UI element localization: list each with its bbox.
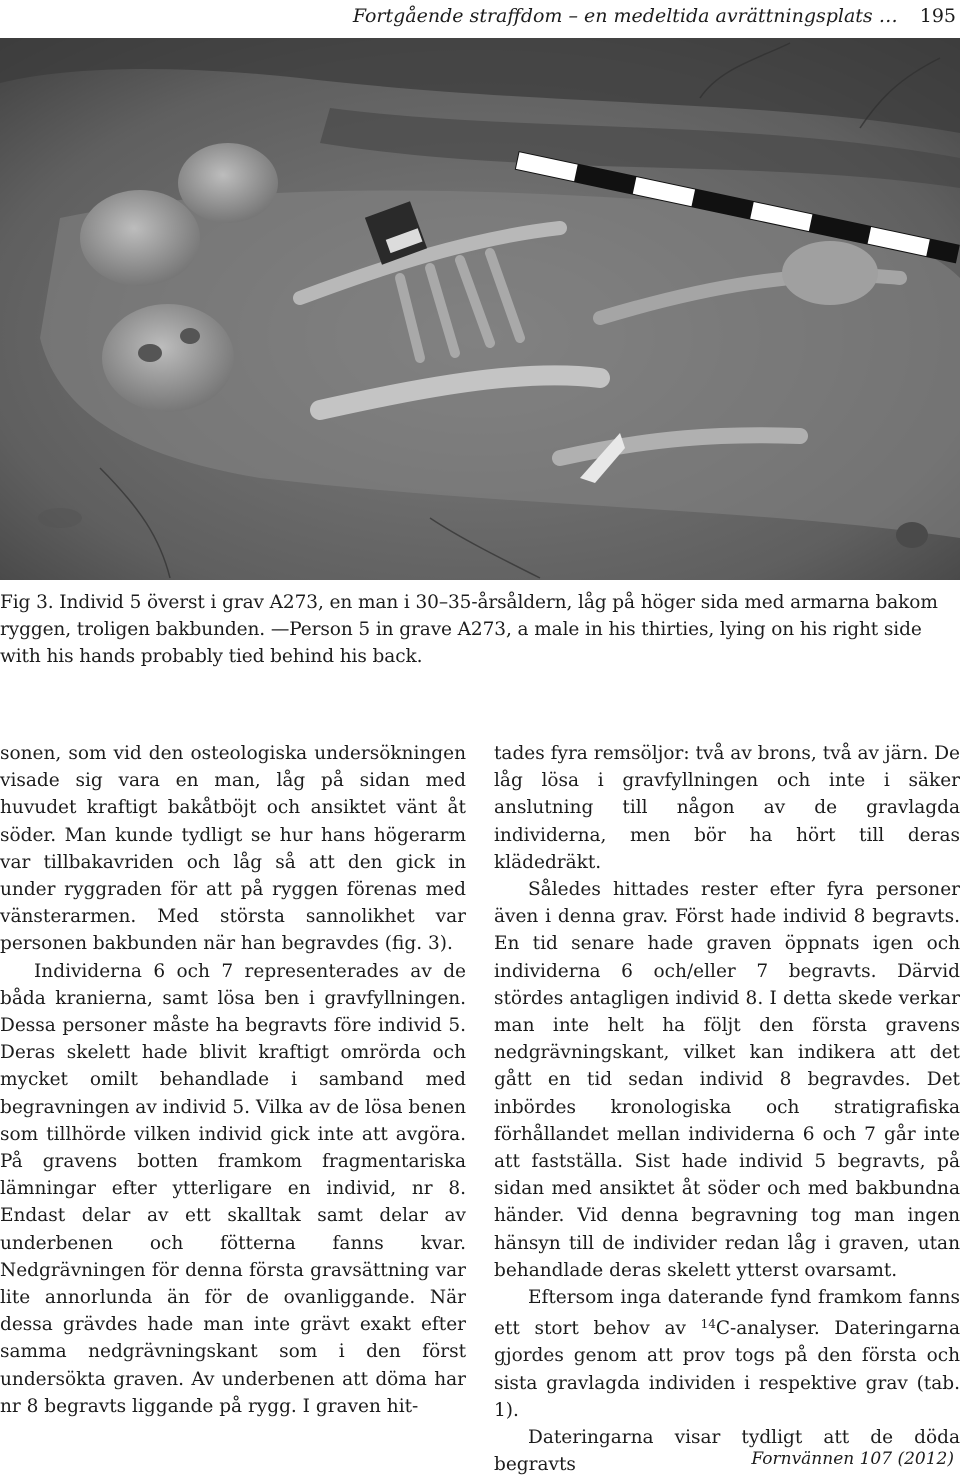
page-number: 195 bbox=[919, 5, 956, 27]
right-column bbox=[494, 740, 960, 1478]
skeleton-grave-image bbox=[0, 38, 960, 580]
left-column bbox=[0, 740, 466, 1420]
right-paragraph-2: Således hittades rester efter fyra personer även i denna grav. Först hade individ 8 begravts. En tid senare hade graven öppnats igen och individerna 6 och/eller 7 begravts. Därvid stördes antagligen individ 8. I detta skede verkar man inte helt ha följt den första gravens nedgrävningskant, vilket kan indikera att det gått en tid sedan individ 8 begravdes. Det inbördes kronologiska och stratigrafiska förhållandet mellan individerna 6 och 7 går inte att fastställa. Sist hade individ 5 begravts, på sidan med ansiktet åt söder och med bakbundna händer. Vid denna begravning tog man ingen hänsyn till de individer redan låg i graven, utan behandlade deras skelett ytterst ovarsamt. bbox=[494, 879, 960, 1281]
caption-swedish: Fig 3. Individ 5 överst i grav A273, en man i 30–35-årsåldern, låg på höger sida med armarna bakom ryggen, troligen bakbunden. bbox=[0, 592, 938, 640]
excavation-photo bbox=[0, 38, 960, 580]
right-paragraph-3-start: Eftersom inga daterande fynd framkom fanns ett stort behov av bbox=[494, 1287, 960, 1340]
figure-caption bbox=[0, 589, 960, 670]
running-title: Fortgående straffdom – en medeltida avrättningsplats … bbox=[352, 5, 898, 27]
right-paragraph-3 bbox=[494, 1284, 960, 1424]
superscript-14: 14 bbox=[700, 1317, 716, 1332]
caption-english: —Person 5 in grave A273, a male in his thirties, lying on his right side with his hands probably tied behind his back. bbox=[0, 619, 922, 667]
running-head bbox=[353, 2, 956, 30]
right-paragraph-1: tades fyra remsöljor: två av brons, två av järn. De låg lösa i gravfyllningen och inte i säker anslutning till någon av de gravlagda individerna, men bör ha hört till deras klädedräkt. bbox=[494, 743, 960, 873]
left-paragraph-2: Individerna 6 och 7 representerades av de båda kranierna, samt lösa ben i gravfyllningen. Dessa personer måste ha begravts före individ 5. Deras skelett hade blivit kraftigt omrörda och mycket omilt behandlade i samband med begravningen av individ 5. Vilka av de lösa benen som tillhörde vilken individ gick inte att avgöra. På gravens botten framkom fragmentariska lämningar efter ytterligare en individ, nr 8. Endast delar av ett skalltak samt delar av underbenen och fötterna fanns kvar. Nedgrävningen för denna första gravsättning var lite annorlunda än för de ovanliggande. När dessa grävdes hade man inte grävt exakt efter samma nedgrävningskant som i den först undersökta graven. Av underbenen att döma har nr 8 begravts liggande på rygg. I graven hit- bbox=[0, 960, 466, 1417]
journal-footer: Fornvännen 107 (2012) bbox=[751, 1449, 954, 1469]
left-paragraph-1: sonen, som vid den osteologiska undersökningen visade sig vara en man, låg på sidan med huvudet kraftigt bakåtböjt och ansiktet vänt åt söder. Man kunde tydligt se hur hans högerarm var tillbakavriden och låg så att den gick in under ryggraden för att på ryggen förenas med vänsterarmen. Med största sannolikhet var personen bakbunden när han begravdes (fig. 3). bbox=[0, 743, 466, 955]
right-paragraph-3-end: C-analyser. Dateringarna gjordes genom att prov togs på den första och sista gravlagda individen i respektive grav (tab. 1). bbox=[494, 1318, 960, 1421]
right-paragraph-4: Dateringarna visar tydligt att de döda begravts bbox=[494, 1427, 960, 1476]
